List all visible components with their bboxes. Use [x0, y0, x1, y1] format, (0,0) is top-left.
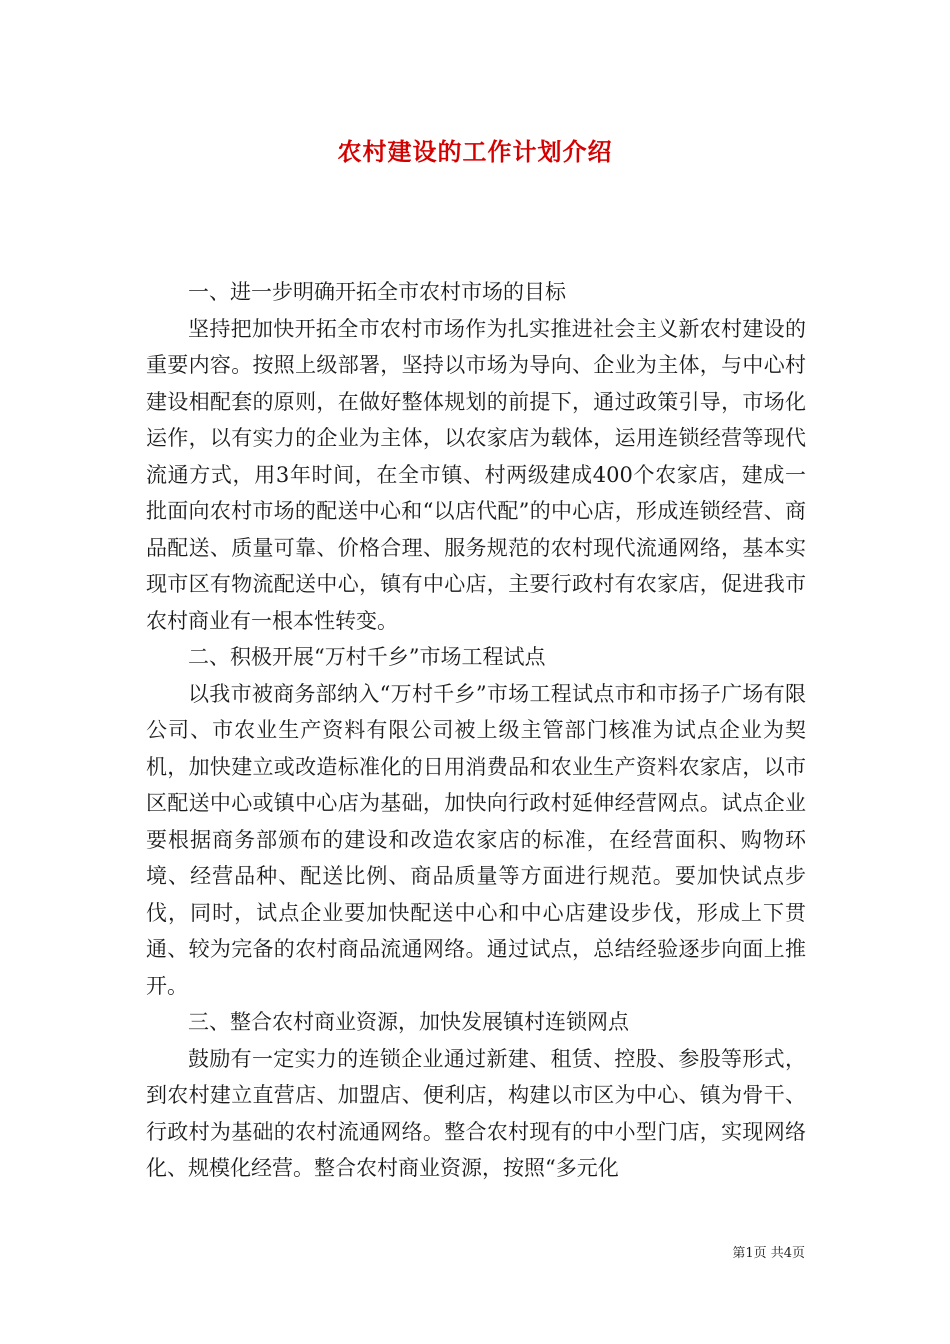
page-number: 第1页 共4页: [732, 1246, 805, 1261]
section-heading-2: 二、积极开展“万村千乡”市场工程试点: [188, 645, 546, 669]
paragraph-2: 以我市被商务部纳入“万村千乡”市场工程试点市和市扬子广场有限公司、市农业生产资料有限公司被上级主管部门核准为试点企业为契机，加快建立或改造标准化的日用消费品和农业生产资料农家店，以市区配送中心或镇中心店为基础，加快向行政村延伸经营网点。试点企业要根据商务部颁布的建设和改造农家店的标准，在经营面积、购物环境、经营品种、配送比例、商品质量等方面进行规范。要加快试点步伐，同时，试点企业要加快配送中心和中心店建设步伐，形成上下贯通、较为完备的农村商品流通网络。通过试点，总结经验逐步向面上推开。: [146, 681, 806, 998]
document-body: [146, 274, 806, 1187]
paragraph-3: 鼓励有一定实力的连锁企业通过新建、租赁、控股、参股等形式，到农村建立直营店、加盟店、便利店，构建以市区为中心、镇为骨干、行政村为基础的农村流通网络。整合农村现有的中小型门店，实现网络化、规模化经营。整合农村商业资源，按照“多元化: [146, 1046, 806, 1180]
paragraph-1: 坚持把加快开拓全市农村市场作为扎实推进社会主义新农村建设的重要内容。按照上级部署，坚持以市场为导向、企业为主体，与中心村建设相配套的原则，在做好整体规划的前提下，通过政策引导，市场化运作，以有实力的企业为主体，以农家店为载体，运用连锁经营等现代流通方式，用3年时间，在全市镇、村两级建成400个农家店，建成一批面向农村市场的配送中心和“以店代配”的中心店，形成连锁经营、商品配送、质量可靠、价格合理、服务规范的农村现代流通网络，基本实现市区有物流配送中心，镇有中心店，主要行政村有农家店，促进我市农村商业有一根本性转变。: [146, 316, 806, 633]
section-heading-1: 一、进一步明确开拓全市农村市场的目标: [188, 280, 566, 304]
document-title: 农村建设的工作计划介绍: [337, 137, 613, 166]
section-heading-3: 三、整合农村商业资源，加快发展镇村连锁网点: [188, 1010, 629, 1034]
